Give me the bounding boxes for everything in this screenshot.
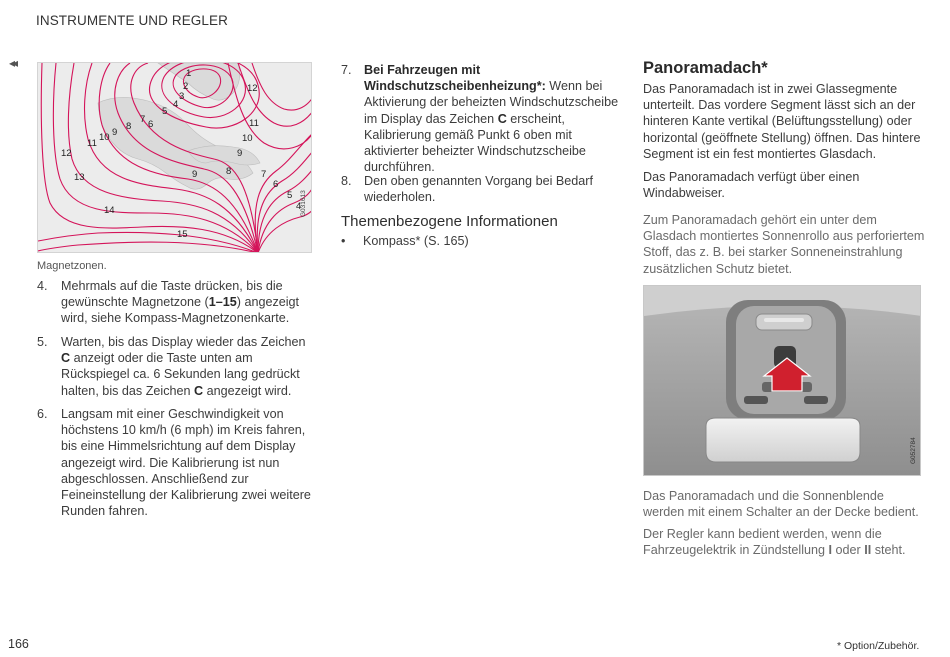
panorama-paragraph: Das Panoramadach verfügt über einen Windabweiser. <box>643 170 860 201</box>
list-item <box>341 173 621 205</box>
zone-label: 9 <box>192 169 198 180</box>
zone-label: 5 <box>287 190 293 201</box>
zone-label: 5 <box>162 106 168 117</box>
zone-label: 4 <box>296 201 302 212</box>
zone-label: 9 <box>237 148 243 159</box>
magnetic-zone-map-drawing <box>38 63 312 253</box>
section-header: INSTRUMENTE UND REGLER <box>36 13 228 28</box>
zone-label: 7 <box>261 169 267 180</box>
zone-label: 8 <box>126 121 132 132</box>
related-heading: Themenbezogene Informationen <box>341 213 558 230</box>
figure-code: G052784 <box>910 437 917 464</box>
zone-label: 12 <box>61 148 72 159</box>
step-number: 6. <box>37 407 48 421</box>
related-link-text[interactable]: Kompass* (S. 165) <box>363 234 469 248</box>
step-text: Mehrmals auf die Taste drücken, bis die gewünschte Magnetzone (1–15) angezeigt wird, siehe Kompass-Magnetzonenkarte. <box>61 279 300 326</box>
zone-label: 11 <box>87 138 97 149</box>
list-item <box>37 406 317 519</box>
zone-label: 2 <box>183 81 189 92</box>
step-number: 4. <box>37 279 48 293</box>
map-caption: Magnetzonen. <box>37 260 107 272</box>
figure-code: G031613 <box>300 190 307 217</box>
zone-label: 11 <box>249 118 259 129</box>
list-item <box>341 62 621 175</box>
zone-label: 13 <box>74 172 85 183</box>
roof-console-drawing <box>644 286 921 476</box>
panorama-paragraph: Das Panoramadach ist in zwei Glassegmente unterteilt. Das vordere Segment lässt sich an der hinteren Kante vertikal (Belüftungsstellung) oder horizontal (geöffnete Stellung) öffnen. Das hintere Segment ist ein fest montiertes Glasdach. <box>643 82 921 161</box>
zone-label: 1 <box>186 68 192 79</box>
magnetic-zone-map <box>37 62 312 253</box>
zone-label: 3 <box>179 91 185 102</box>
zone-label: 9 <box>112 127 118 138</box>
roof-console-photo <box>643 285 921 476</box>
step-number: 8. <box>341 174 352 188</box>
zone-label: 6 <box>273 179 279 190</box>
panorama-paragraph: Zum Panoramadach gehört ein unter dem Glasdach montiertes Sonnenrollo aus perforiertem Stoff, das z. B. bei starker Sonneneinstrahlung zusätzlichen Schutz bietet. <box>643 213 925 276</box>
zone-label: 7 <box>140 114 146 125</box>
step-number: 5. <box>37 335 48 349</box>
zone-label: 6 <box>148 119 154 130</box>
zone-label: 12 <box>247 83 258 94</box>
panorama-heading: Panoramadach* <box>643 59 768 77</box>
list-item <box>37 278 317 327</box>
footnote: * Option/Zubehör. <box>837 640 920 652</box>
list-item <box>37 334 317 399</box>
photo-caption: Das Panoramadach und die Sonnenblende werden mit einem Schalter an der Decke bedient. <box>643 489 919 520</box>
zone-label: 15 <box>177 229 188 240</box>
step-text: Den oben genannten Vorgang bei Bedarf wiederholen. <box>364 174 593 205</box>
panorama-paragraph: Der Regler kann bedient werden, wenn die Fahrzeugelektrik in Zündstellung I oder II steht. <box>643 527 906 558</box>
bullet: • <box>341 234 346 248</box>
zone-label: 4 <box>173 99 179 110</box>
step-number: 7. <box>341 63 352 77</box>
double-chevron-left-icon[interactable]: ◂◂ <box>9 56 16 70</box>
step-text: Langsam mit einer Geschwindigkeit von höchstens 10 km/h (6 mph) im Kreis fahren, bis eine Himmelsrichtung auf dem Display angezeigt wird. Die Kalibrierung ist nun abgeschlossen. Anschließend zur Feineinstellung der Kalibrierung zwei weitere Runden fahren. <box>61 407 311 519</box>
zone-label: 10 <box>242 133 253 144</box>
zone-label: 14 <box>104 205 115 216</box>
step-text: Bei Fahrzeugen mit Windschutzscheibenheizung*: Wenn bei Aktivierung der beheizten Windschutzscheibe im Display das Zeichen C erscheint, Kalibrierung gemäß Punkt 6 oben mit aktivierter beheizter Windschutzscheibe durchführen. <box>364 63 619 175</box>
zone-label: 8 <box>226 166 232 177</box>
page-number: 166 <box>8 637 29 651</box>
step-text: Warten, bis das Display wieder das Zeichen C anzeigt oder die Taste unten am Rückspiegel ca. 6 Sekunden lang gedrückt halten, bis das Zeichen C angezeigt wird. <box>61 335 306 398</box>
zone-label: 10 <box>99 132 110 143</box>
